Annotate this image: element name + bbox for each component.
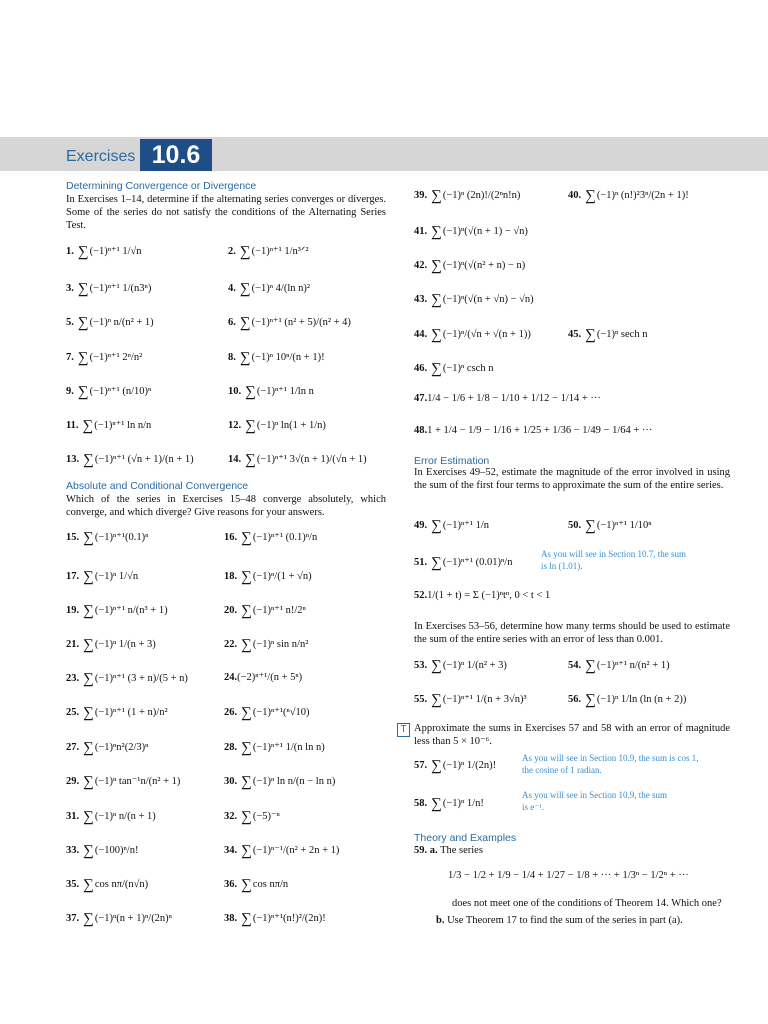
summation-icon: ∑ [245, 384, 256, 400]
exercise-text: The series [440, 845, 483, 856]
summation-icon: ∑ [431, 796, 442, 812]
exercise-59-series: 1/3 − 1/2 + 1/9 − 1/4 + 1/27 − 1/8 + ··· + 1/3ⁿ − 1/2ⁿ + ··· [448, 870, 689, 881]
exercise-number: 6. [228, 317, 236, 328]
summation-icon: ∑ [83, 637, 94, 653]
exercise-59-condition-text: does not meet one of the conditions of Theorem 14. Which one? [452, 898, 722, 909]
exercise-number: 34. [224, 845, 238, 856]
series-expression: (−1)ⁿ⁺¹ 1/n³ᐟ² [251, 246, 309, 257]
exercise-item [414, 188, 520, 205]
intro-exercises-15-48: Which of the series in Exercises 15–48 converge absolutely, which converge, and which diverge? Give reasons for your answers. [66, 494, 386, 518]
summation-icon: ∑ [83, 530, 94, 546]
series-expression: (−1)ⁿ(√(n + √n) − √n) [442, 294, 534, 305]
series-expression: (−1)ⁿ⁺¹ n/(n² + 1) [596, 660, 670, 671]
exercise-item [66, 418, 151, 435]
exercise-number: 44. [414, 329, 428, 340]
summation-icon: ∑ [431, 692, 442, 708]
summation-icon: ∑ [431, 758, 442, 774]
series-expression: (−1)ⁿ ln n/(n − ln n) [252, 776, 336, 787]
exercise-item [568, 692, 686, 709]
exercise-59 [414, 845, 483, 856]
exercise-item [414, 327, 531, 344]
exercise-59-part-b [436, 915, 683, 926]
exercise-item [414, 224, 528, 241]
series-expression: (−1)ⁿ⁺¹(0.1)ⁿ [94, 532, 149, 543]
exercise-number: 4. [228, 283, 236, 294]
exercise-item [568, 327, 647, 344]
series-expression: cos nπ/n [252, 879, 289, 890]
exercise-number: 30. [224, 776, 238, 787]
exercise-item [228, 315, 351, 332]
exercise-number: 38. [224, 913, 238, 924]
exercise-item [224, 530, 317, 547]
summation-icon: ∑ [83, 843, 94, 859]
section-number-badge: 10.6 [140, 139, 212, 171]
exercise-item [224, 637, 308, 654]
summation-icon: ∑ [83, 877, 94, 893]
exercise-number: 28. [224, 742, 238, 753]
exercise-number: 12. [228, 420, 242, 431]
summation-icon: ∑ [431, 188, 442, 204]
summation-icon: ∑ [83, 809, 94, 825]
exercise-number: 36. [224, 879, 238, 890]
exercise-number: 22. [224, 639, 238, 650]
exercise-number: 15. [66, 532, 80, 543]
summation-icon: ∑ [83, 774, 94, 790]
summation-icon: ∑ [245, 452, 256, 468]
exercise-item [66, 452, 194, 469]
exercise-number: 43. [414, 294, 428, 305]
exercise-number: 26. [224, 707, 238, 718]
exercise-item [414, 518, 489, 535]
exercise-item [414, 555, 512, 572]
exercise-number: 56. [568, 694, 582, 705]
series-expression: (−1)ⁿ n/(n + 1) [94, 811, 156, 822]
series-expression: (−1)ⁿ⁺¹ 3√(n + 1)/(√n + 1) [256, 454, 367, 465]
summation-icon: ∑ [241, 705, 252, 721]
heading-absolute-conditional: Absolute and Conditional Convergence [66, 480, 249, 492]
series-expression: (−1)ⁿ(n + 1)ⁿ/(2n)ⁿ [94, 913, 172, 924]
exercise-number: 35. [66, 879, 80, 890]
exercise-item [224, 603, 306, 620]
summation-icon: ∑ [83, 603, 94, 619]
summation-icon: ∑ [77, 281, 89, 297]
exercise-number: 20. [224, 605, 238, 616]
series-expression: (−1)ⁿ⁺¹(ⁿ√10) [252, 707, 310, 718]
series-expression: (−1)ⁿ/(√n + √(n + 1)) [442, 329, 531, 340]
exercise-item [66, 244, 142, 261]
summation-icon: ∑ [241, 774, 252, 790]
exercise-item [224, 671, 302, 683]
series-expression: (−1)ⁿ⁺¹ 1/n [442, 520, 490, 531]
summation-icon: ∑ [83, 671, 94, 687]
series-expression: (−1)ⁿ csch n [442, 363, 494, 374]
series-expression: (−1)ⁿ⁺¹ 1/√n [89, 246, 142, 257]
summation-icon: ∑ [431, 224, 442, 240]
summation-icon: ∑ [431, 518, 442, 534]
summation-icon: ∑ [585, 658, 596, 674]
series-expression: (−1)ⁿ 1/n! [442, 798, 484, 809]
series-expression: (−1)ⁿ⁺¹ 1/ln n [256, 386, 314, 397]
exercise-number: 59. [414, 845, 428, 856]
series-expression: (−100)ⁿ/n! [94, 845, 139, 856]
exercise-item [66, 350, 142, 367]
exercise-item [66, 384, 151, 401]
part-label: a. [429, 845, 438, 856]
summation-icon: ∑ [431, 555, 442, 571]
exercises-label: Exercises [66, 148, 136, 165]
exercise-number: 29. [66, 776, 80, 787]
exercise-item [224, 569, 312, 586]
exercise-item [228, 281, 310, 298]
exercise-item [414, 758, 496, 775]
exercise-number: 5. [66, 317, 74, 328]
summation-icon: ∑ [83, 569, 94, 585]
series-expression: (−1)ⁿ⁺¹ n/(n³ + 1) [94, 605, 168, 616]
exercise-item [414, 425, 652, 436]
note-exercise-51: As you will see in Section 10.7, the sum is ln (1.01). [541, 549, 686, 571]
series-expression: (−1)ⁿ/(1 + √n) [252, 571, 312, 582]
exercise-item [224, 877, 288, 894]
exercise-number: 45. [568, 329, 582, 340]
exercise-number: 40. [568, 190, 582, 201]
exercise-item [66, 877, 148, 894]
summation-icon: ∑ [77, 384, 89, 400]
series-expression: (−1)ⁿ sin n/n² [252, 639, 309, 650]
exercise-item [66, 911, 172, 928]
series-expression: (−1)ⁿ(√(n + 1) − √n) [442, 226, 528, 237]
exercise-number: 51. [414, 557, 428, 568]
series-expression: (−1)ⁿ 1/(2n)! [442, 760, 497, 771]
exercise-number: 32. [224, 811, 238, 822]
exercise-item [66, 603, 168, 620]
intro-exercises-53-56: In Exercises 53–56, determine how many terms should be used to estimate the sum of the entire series with an error of less than 0.001. [414, 621, 730, 645]
summation-icon: ∑ [241, 877, 252, 893]
exercise-number: 13. [66, 454, 80, 465]
series-expression: (−1)ⁿ⁺¹ 1/(n3ⁿ) [89, 283, 152, 294]
series-expression: (−1)ⁿ⁺¹ (n/10)ⁿ [89, 386, 152, 397]
summation-icon: ∑ [431, 658, 442, 674]
exercise-number: 42. [414, 260, 428, 271]
exercise-number: 2. [228, 246, 236, 257]
summation-icon: ∑ [83, 911, 94, 927]
exercise-item [66, 281, 151, 298]
series-expression: (−1)ⁿ⁺¹(n!)²/(2n)! [252, 913, 326, 924]
exercise-item [228, 384, 314, 401]
exercise-item [568, 658, 670, 675]
exercise-number: 25. [66, 707, 80, 718]
part-label: b. [436, 915, 445, 926]
series-expression: (−1)ⁿ 1/(n² + 3) [442, 660, 507, 671]
summation-icon: ∑ [241, 911, 252, 927]
series-expression: (−1)ⁿ ln(1 + 1/n) [256, 420, 326, 431]
series-expression: (−1)ⁿ⁻¹/(n² + 2n + 1) [252, 845, 340, 856]
exercise-item [224, 705, 310, 722]
note-exercise-57: As you will see in Section 10.9, the sum is cos 1, the cosine of 1 radian. [522, 753, 699, 775]
series-expression: (−1)ⁿ n/(n² + 1) [89, 317, 154, 328]
exercise-item [66, 637, 156, 654]
series-expression: (−1)ⁿn²(2/3)ⁿ [94, 742, 149, 753]
exercise-number: 48. [414, 425, 428, 436]
series-expression: 1/4 − 1/6 + 1/8 − 1/10 + 1/12 − 1/14 + ··· [427, 393, 601, 404]
exercise-item [228, 350, 325, 367]
exercise-item [66, 671, 188, 688]
exercise-item [568, 518, 652, 535]
exercise-item [414, 590, 550, 601]
series-expression: (−1)ⁿ⁺¹ (0.01)ⁿ/n [442, 557, 513, 568]
exercise-number: 1. [66, 246, 74, 257]
exercise-item [414, 796, 484, 813]
summation-icon: ∑ [585, 518, 596, 534]
exercise-item [66, 569, 138, 586]
exercise-number: 23. [66, 673, 80, 684]
series-expression: (−2)ⁿ⁺¹/(n + 5ⁿ) [237, 672, 303, 683]
series-expression: (−1)ⁿ tan⁻¹n/(n² + 1) [94, 776, 181, 787]
exercise-item [414, 361, 493, 378]
series-expression: (−1)ⁿ 4/(ln n)² [251, 283, 311, 294]
summation-icon: ∑ [241, 569, 252, 585]
summation-icon: ∑ [239, 350, 251, 366]
summation-icon: ∑ [585, 692, 596, 708]
exercise-item [568, 188, 689, 205]
summation-icon: ∑ [239, 315, 251, 331]
exercise-item [224, 774, 335, 791]
technology-icon: T [397, 723, 410, 737]
summation-icon: ∑ [431, 327, 442, 343]
summation-icon: ∑ [83, 705, 94, 721]
exercise-number: 50. [568, 520, 582, 531]
exercise-number: 41. [414, 226, 428, 237]
exercise-item [66, 315, 154, 332]
exercise-number: 7. [66, 352, 74, 363]
exercise-number: 8. [228, 352, 236, 363]
summation-icon: ∑ [245, 418, 256, 434]
exercise-item [414, 658, 507, 675]
summation-icon: ∑ [77, 244, 89, 260]
series-expression: 1 + 1/4 − 1/9 − 1/16 + 1/25 + 1/36 − 1/49 − 1/64 + ··· [427, 425, 653, 436]
summation-icon: ∑ [239, 281, 251, 297]
summation-icon: ∑ [239, 244, 251, 260]
exercise-item [228, 244, 309, 261]
summation-icon: ∑ [82, 418, 94, 434]
exercise-number: 47. [414, 393, 428, 404]
exercise-number: 54. [568, 660, 582, 671]
exercise-number: 9. [66, 386, 74, 397]
series-expression: (−1)ⁿ⁺¹ (0.1)ⁿ/n [252, 532, 318, 543]
summation-icon: ∑ [431, 292, 442, 308]
series-expression: (−1)ⁿ⁺¹ (√n + 1)/(n + 1) [94, 454, 194, 465]
heading-error-estimation: Error Estimation [414, 455, 490, 467]
exercise-number: 52. [414, 590, 428, 601]
exercise-number: 17. [66, 571, 80, 582]
exercise-number: 53. [414, 660, 428, 671]
summation-icon: ∑ [431, 361, 442, 377]
series-expression: (−1)ⁿ 1/(n + 3) [94, 639, 156, 650]
series-expression: (−1)ⁿ⁺¹ n!/2ⁿ [252, 605, 306, 616]
exercise-number: 27. [66, 742, 80, 753]
exercise-item [414, 258, 525, 275]
series-expression: (−1)ⁿ 1/ln (ln (n + 2)) [596, 694, 687, 705]
exercise-number: 3. [66, 283, 74, 294]
exercise-number: 21. [66, 639, 80, 650]
series-expression: (−1)ⁿ⁺¹ (n² + 5)/(n² + 4) [251, 317, 351, 328]
intro-exercises-49-52: In Exercises 49–52, estimate the magnitude of the error involved in using the sum of the first four terms to approximate the sum of the entire series. [414, 467, 730, 491]
exercise-item [414, 393, 601, 404]
series-expression: (−1)ⁿ⁺¹ 1/(n + 3√n)³ [442, 694, 527, 705]
series-expression: (−1)ⁿ (n!)²3ⁿ/(2n + 1)! [596, 190, 689, 201]
summation-icon: ∑ [241, 740, 252, 756]
series-expression: (−1)ⁿ⁺¹ ln n/n [94, 420, 152, 431]
series-expression: (−1)ⁿ(√(n² + n) − n) [442, 260, 526, 271]
summation-icon: ∑ [83, 740, 94, 756]
exercise-item [224, 740, 325, 757]
summation-icon: ∑ [241, 603, 252, 619]
summation-icon: ∑ [77, 315, 89, 331]
series-expression: (−1)ⁿ 10ⁿ/(n + 1)! [251, 352, 325, 363]
exercise-item [66, 843, 138, 860]
heading-theory-examples: Theory and Examples [414, 832, 517, 844]
series-expression: (−1)ⁿ sech n [596, 329, 648, 340]
summation-icon: ∑ [83, 452, 94, 468]
summation-icon: ∑ [585, 327, 596, 343]
heading-determining-convergence: Determining Convergence or Divergence [66, 180, 257, 192]
series-expression: (−1)ⁿ⁺¹ (1 + n)/n² [94, 707, 168, 718]
exercise-number: 37. [66, 913, 80, 924]
exercise-number: 16. [224, 532, 238, 543]
exercise-number: 46. [414, 363, 428, 374]
exercise-item [414, 692, 527, 709]
series-expression: (−1)ⁿ⁺¹ 2ⁿ/n² [89, 352, 143, 363]
note-exercise-58: As you will see in Section 10.9, the sum is e⁻¹. [522, 790, 667, 812]
series-expression: (−1)ⁿ 1/√n [94, 571, 139, 582]
summation-icon: ∑ [585, 188, 596, 204]
exercise-item [66, 705, 168, 722]
exercise-item [66, 530, 148, 547]
summation-icon: ∑ [241, 809, 252, 825]
series-expression: 1/(1 + t) = Σ (−1)ⁿtⁿ, 0 < t < 1 [427, 590, 551, 601]
series-expression: (−1)ⁿ⁺¹ 1/(n ln n) [252, 742, 325, 753]
series-expression: (−5)⁻ⁿ [252, 811, 280, 822]
exercise-item [224, 911, 326, 928]
summation-icon: ∑ [77, 350, 89, 366]
exercise-item [66, 809, 156, 826]
exercise-number: 31. [66, 811, 80, 822]
series-expression: (−1)ⁿ⁺¹ 1/10ⁿ [596, 520, 652, 531]
intro-exercises-57-58: Approximate the sums in Exercises 57 and 58 with an error of magnitude less than 5 × 10⁻⁶. [414, 723, 730, 747]
exercise-item [224, 809, 280, 826]
exercise-number: 24. [224, 672, 238, 683]
exercise-item [414, 292, 534, 309]
summation-icon: ∑ [241, 637, 252, 653]
summation-icon: ∑ [241, 843, 252, 859]
exercise-number: 57. [414, 760, 428, 771]
series-expression: cos nπ/(n√n) [94, 879, 149, 890]
exercise-item [66, 740, 148, 757]
exercise-item [224, 843, 339, 860]
exercise-item [228, 418, 326, 435]
exercise-number: 49. [414, 520, 428, 531]
exercise-number: 14. [228, 454, 242, 465]
exercise-item [228, 452, 367, 469]
series-expression: (−1)ⁿ (2n)!/(2ⁿn!n) [442, 190, 521, 201]
exercise-number: 10. [228, 386, 242, 397]
exercise-number: 11. [66, 420, 79, 431]
series-expression: (−1)ⁿ⁺¹ (3 + n)/(5 + n) [94, 673, 188, 684]
exercise-number: 19. [66, 605, 80, 616]
exercise-number: 58. [414, 798, 428, 809]
exercise-item [66, 774, 180, 791]
exercise-number: 33. [66, 845, 80, 856]
summation-icon: ∑ [431, 258, 442, 274]
intro-exercises-1-14: In Exercises 1–14, determine if the alternating series converges or diverges. Some of the series do not satisfy the conditions of the Alternating Series Test. [66, 194, 386, 231]
exercise-number: 55. [414, 694, 428, 705]
summation-icon: ∑ [241, 530, 252, 546]
exercise-number: 18. [224, 571, 238, 582]
exercise-text: Use Theorem 17 to find the sum of the series in part (a). [447, 915, 683, 926]
exercise-number: 39. [414, 190, 428, 201]
